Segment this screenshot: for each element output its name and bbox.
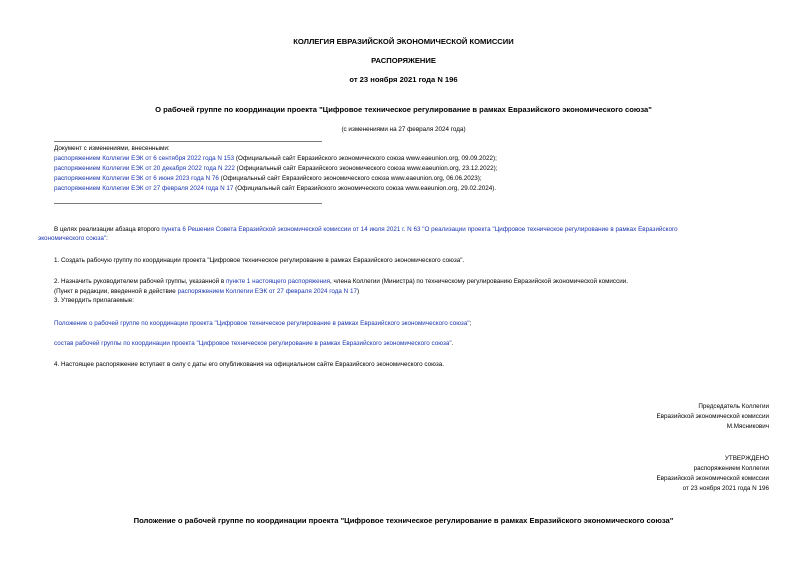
item2-end: . <box>451 340 454 347</box>
org-heading: КОЛЛЕГИЯ ЕВРАЗИЙСКОЙ ЭКОНОМИЧЕСКОЙ КОМИССИИ <box>293 37 514 46</box>
regulation-link[interactable]: Положение о рабочей группе по координации проекта "Цифровое техническое регулирование в рамках Евразийского экономического союза" <box>54 320 470 327</box>
signature-name: М.Мясникович <box>726 423 769 430</box>
p2-note-link[interactable]: распоряжением Коллегии ЕЭК от 27 февраля 2024 года N 17 <box>177 288 357 295</box>
divider-top <box>54 141 322 142</box>
paragraph-4: 4. Настоящее распоряжение вступает в силу с даты его опубликования на официальном сайте Евразийского экономического союза. <box>54 361 444 368</box>
approval-date: от 23 ноября 2021 года N 196 <box>682 485 769 492</box>
preamble-line1 <box>54 226 678 234</box>
signature-org: Евразийской экономической комиссии <box>656 413 769 420</box>
composition-link[interactable]: состав рабочей группы по координации проекта "Цифровое техническое регулирование в рамках Евразийского экономического союза" <box>54 340 452 347</box>
preamble-link[interactable]: пункта 6 Решения Совета Евразийской экономической комиссии от 14 июля 2021 г. N 63 "О реализации проекта "Цифровое техническое регулирование в рамках Евразийского <box>161 226 678 233</box>
amendment-item <box>54 175 482 183</box>
doc-title: О рабочей группе по координации проекта "Цифровое техническое регулирование в рамках Евразийского экономического союза" <box>155 105 652 114</box>
paragraph-2-note <box>54 288 359 296</box>
divider-bottom <box>54 203 322 204</box>
preamble-link-cont[interactable]: экономического союза" <box>38 235 107 242</box>
approved-item-1 <box>54 320 471 328</box>
signature-title: Председатель Коллегии <box>698 403 769 410</box>
preamble-text: В целях реализации абзаца второго <box>54 226 162 233</box>
amendment-item <box>54 155 497 163</box>
item1-end: ; <box>469 320 472 327</box>
preamble-line2 <box>38 235 108 243</box>
revision-note: (с изменениями на 27 февраля 2024 года) <box>341 126 466 133</box>
doc-type-heading: РАСПОРЯЖЕНИЕ <box>371 56 436 65</box>
amendment-link[interactable]: распоряжением Коллегии ЕЭК от 20 декабря 2022 года N 222 <box>54 165 235 172</box>
amendment-source: (Официальный сайт Евразийского экономического союза www.eaeunion.org, 06.06.2023); <box>218 175 482 182</box>
amendment-source: (Официальный сайт Евразийского экономического союза www.eaeunion.org, 29.02.2024). <box>233 185 497 192</box>
p2-note-a: (Пункт в редакции, введенной в действие <box>54 288 178 295</box>
p2-text-b: , члена Коллегии (Министра) по техническому регулированию Евразийской экономической комиссии. <box>330 278 628 285</box>
preamble-end: : <box>106 235 108 242</box>
doc-date: от 23 ноября 2021 года N 196 <box>349 75 458 84</box>
approval-heading: УТВЕРЖДЕНО <box>724 455 769 462</box>
p2-link[interactable]: пункте 1 настоящего распоряжения <box>225 278 331 285</box>
p2-note-b: ) <box>357 288 360 295</box>
amendment-source: (Официальный сайт Евразийского экономического союза www.eaeunion.org, 09.09.2022); <box>234 155 497 162</box>
paragraph-3: 3. Утвердить прилагаемые: <box>54 297 134 304</box>
amendment-link[interactable]: распоряжением Коллегии ЕЭК от 27 февраля 2024 года N 17 <box>54 185 234 192</box>
amendment-link[interactable]: распоряжением Коллегии ЕЭК от 6 июня 2023 года N 76 <box>54 175 219 182</box>
approval-line: распоряжением Коллегии <box>693 465 769 472</box>
amendments-intro: Документ с изменениями, внесенными: <box>54 145 170 152</box>
appendix-title: Положение о рабочей группе по координации проекта "Цифровое техническое регулирование в рамках Евразийского экономического союза" <box>133 516 674 525</box>
amendment-link[interactable]: распоряжением Коллегии ЕЭК от 6 сентября 2022 года N 153 <box>54 155 235 162</box>
paragraph-2 <box>54 278 628 286</box>
paragraph-1: 1. Создать рабочую группу по координации проекта "Цифровое техническое регулирование в рамках Евразийского экономического союза". <box>54 257 465 264</box>
approved-item-2 <box>54 340 453 348</box>
amendment-item <box>54 185 496 193</box>
amendment-item <box>54 165 498 173</box>
p2-text-a: 2. Назначить руководителем рабочей группы, указанной в <box>54 278 226 285</box>
approval-line: Евразийской экономической комиссии <box>656 475 769 482</box>
amendment-source: (Официальный сайт Евразийского экономического союза www.eaeunion.org, 23.12.2022); <box>234 165 498 172</box>
